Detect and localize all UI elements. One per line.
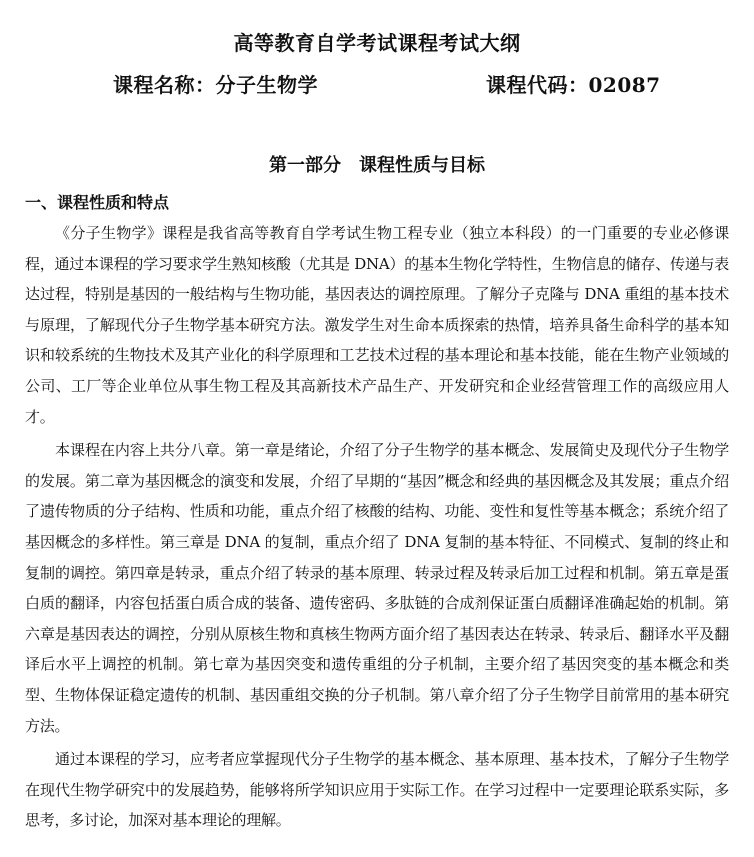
section-heading: 一、课程性质和特点: [25, 193, 170, 212]
document-title: 高等教育自学考试课程考试大纲: [233, 31, 521, 55]
paragraph-course-content: 本课程在内容上共分八章。第一章是绪论，介绍了分子生物学的基本概念、发展简史及现代分子生物学的发展。第二章为基因概念的演变和发展，介绍了早期的“基因”概念和经典的基因概念及其发展；重点介绍了遗传物质的分子结构、性质和功能，重点介绍了核酸的结构、功能、变性和复性等基本概念；系统介绍了基因概念的多样性。第三章是 DNA 的复制，重点介绍了 DNA 复制的基本特征、不同模式、复制的终止和复制的调控。第四章是转录，重点介绍了转录的基本原理、转录过程及转录后加工过程和机制。第五章是蛋白质的翻译，内容包括蛋白质合成的装备、遗传密码、多肽链的合成剂保证蛋白质翻译准确起始的机制。第六章是基因表达的调控，分别从原核生物和真核生物两方面介绍了基因表达在转录、转录后、翻译水平及翻译后水平上调控的机制。第七章为基因突变和遗传重组的分子机制，主要介绍了基因突变的基本概念和类型、生物体保证稳定遗传的机制、基因重组交换的分子机制。第八章介绍了分子生物学目前常用的基本研究方法。: [25, 441, 729, 735]
course-code: 课程代码：02087: [486, 73, 661, 97]
part-title: 第一部分 课程性质与目标: [269, 155, 485, 176]
section-body: [25, 218, 729, 839]
course-name: 课程名称：分子生物学: [113, 73, 318, 97]
paragraph-learning-goals: 通过本课程的学习，应考者应掌握现代分子生物学的基本概念、基本原理、基本技术，了解分子生物学在现代生物学研究中的发展趋势，能够将所学知识应用于实际工作。在学习过程中一定要理论联系实际，多思考，多讨论，加深对基本理论的理解。: [25, 750, 729, 830]
paragraph-course-nature: 《分子生物学》课程是我省高等教育自学考试生物工程专业（独立本科段）的一门重要的专业必修课程，通过本课程的学习要求学生熟知核酸（尤其是 DNA）的基本生物化学特性，生物信息的储存、传递与表达过程，特别是基因的一般结构与生物功能，基因表达的调控原理。了解分子克隆与 DNA 重组的基本技术与原理，了解现代分子生物学基本研究方法。激发学生对生命本质探索的热情，培养具备生命科学的基本知识和较系统的生物技术及其产业化的科学原理和工艺技术过程的基本理论和基本技能，能在生物产业领域的公司、工厂等企业单位从事生物工程及其高新技术产品生产、开发研究和企业经营管理工作的高级应用人才。: [25, 224, 729, 426]
